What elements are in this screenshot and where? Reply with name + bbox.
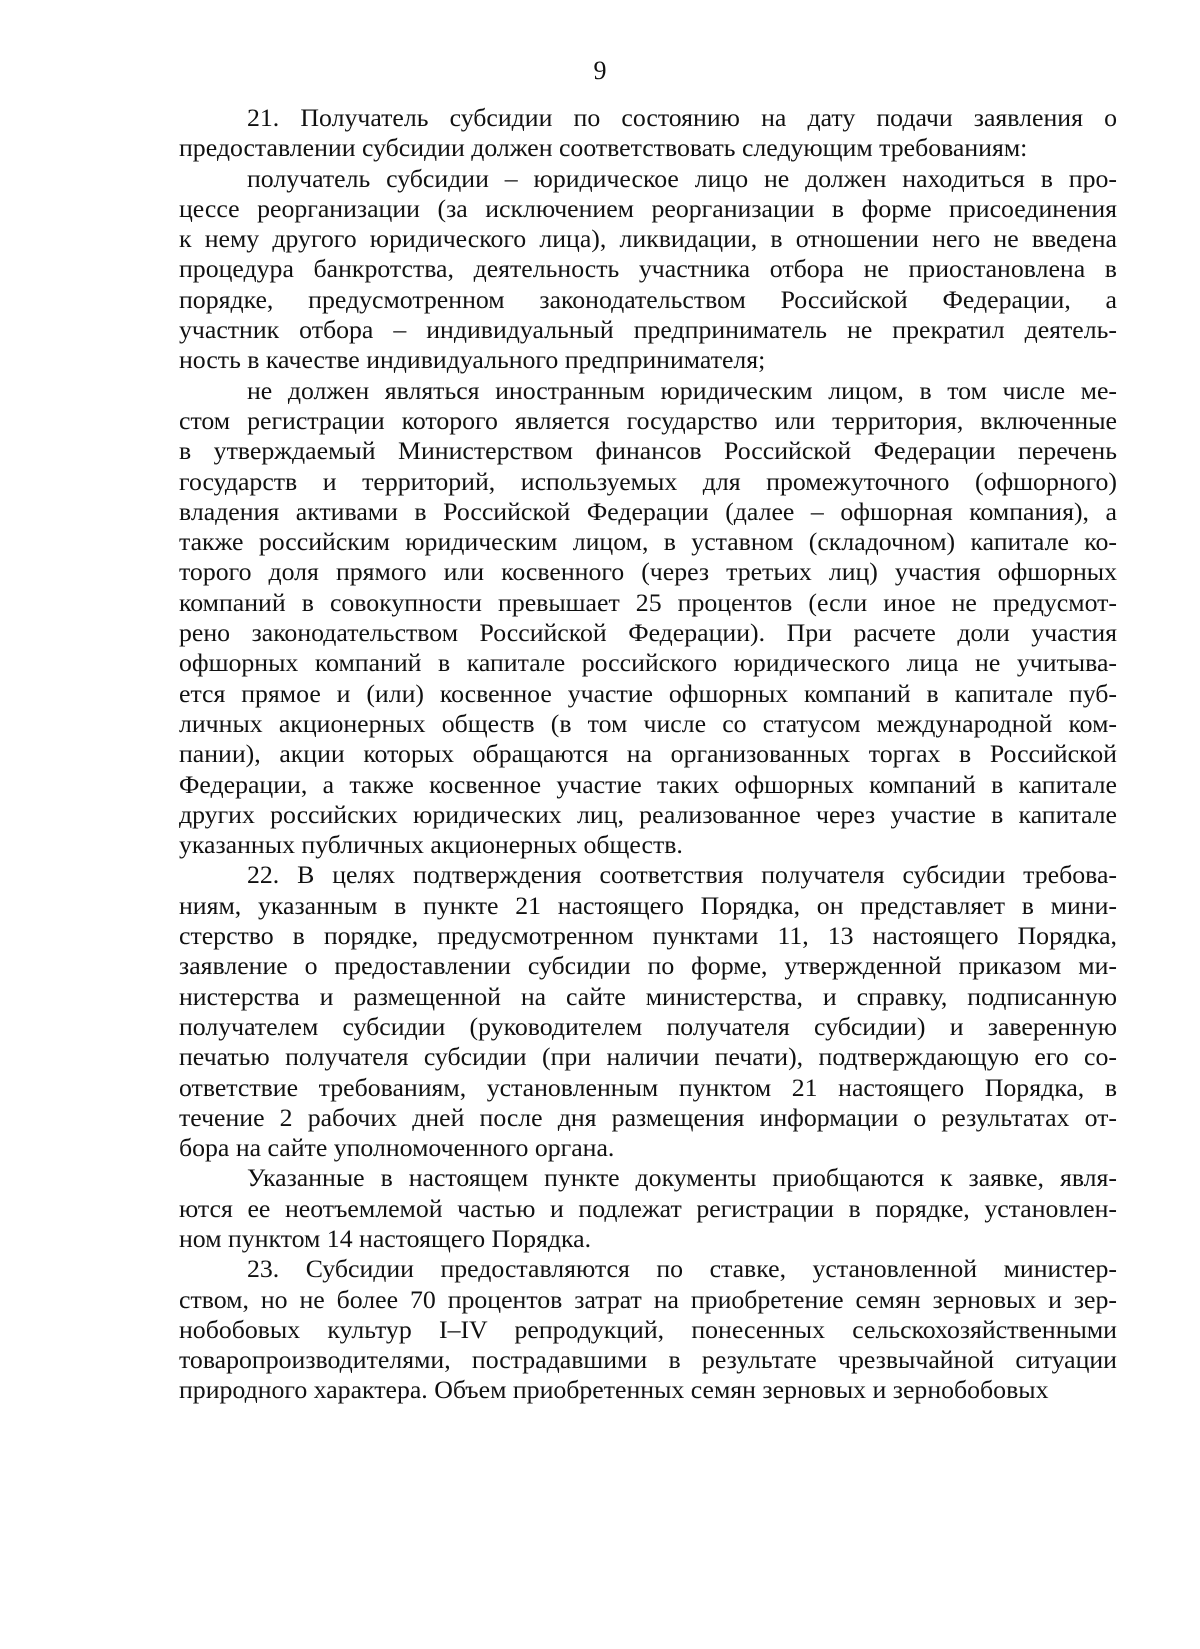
text-line: цессе реорганизации (за исключением реорганизации в форме присоединения: [179, 193, 1117, 223]
text-line: рено законодательством Российской Федерации). При расчете доли участия: [179, 618, 1117, 648]
text-line: получателем субсидии (руководителем получателя субсидии) и заверенную: [179, 1011, 1117, 1041]
text-line: указанных публичных акционерных обществ.: [179, 830, 683, 860]
text-line: торого доля прямого или косвенного (через третьих лиц) участия офшорных: [179, 557, 1117, 587]
page-number: 9: [593, 56, 607, 85]
text-line: ется прямое и (или) косвенное участие офшорных компаний в капитале пуб-: [179, 678, 1117, 708]
text-line: течение 2 рабочих дней после дня размещения информации о результатах от-: [179, 1102, 1117, 1132]
text-line: ством, но не более 70 процентов затрат на приобретение семян зерновых и зер-: [179, 1284, 1117, 1314]
paragraph-p22b: [179, 1163, 1117, 1254]
paragraph-p21: [179, 103, 1117, 164]
text-line: 22. В целях подтверждения соответствия получателя субсидии требова-: [247, 860, 1117, 890]
text-line: пании), акции которых обращаются на организованных торгах в Российской: [179, 739, 1117, 769]
text-line: государств и территорий, используемых для промежуточного (офшорного): [179, 466, 1117, 496]
text-line: товаропроизводителями, пострадавшими в результате чрезвычайной ситуации: [179, 1345, 1117, 1375]
text-line: предоставлении субсидии должен соответствовать следующим требованиям:: [179, 133, 1028, 163]
text-line: заявление о предоставлении субсидии по форме, утвержденной приказом ми-: [179, 951, 1117, 981]
text-line: участник отбора – индивидуальный предприниматель не прекратил деятель-: [179, 315, 1117, 345]
text-line: компаний в совокупности превышает 25 процентов (если иное не предусмот-: [179, 587, 1117, 617]
text-line: нобобовых культур I–IV репродукций, понесенных сельскохозяйственными: [179, 1314, 1117, 1344]
text-line: 21. Получатель субсидии по состоянию на дату подачи заявления о: [247, 103, 1117, 132]
document-body: [179, 103, 1117, 1406]
text-line: получатель субсидии – юридическое лицо не должен находиться в про-: [247, 163, 1117, 193]
text-line: природного характера. Объем приобретенных семян зерновых и зернобобовых: [179, 1375, 1049, 1405]
text-line: 23. Субсидии предоставляются по ставке, установленной министер-: [247, 1254, 1117, 1284]
text-line: ответствие требованиям, установленным пунктом 21 настоящего Порядка, в: [179, 1072, 1117, 1102]
text-line: ном пунктом 14 настоящего Порядка.: [179, 1223, 592, 1253]
text-line: в утверждаемый Министерством финансов Российской Федерации перечень: [179, 436, 1117, 466]
paragraph-p22: [179, 860, 1117, 1163]
text-line: офшорных компаний в капитале российского юридического лица не учитыва-: [179, 648, 1117, 678]
paragraphs: [179, 103, 1117, 1406]
paragraph-p21b: [179, 376, 1117, 861]
text-line: печатью получателя субсидии (при наличии печати), подтверждающую его со-: [179, 1042, 1117, 1072]
text-line: к нему другого юридического лица), ликвидации, в отношении него не введена: [179, 224, 1117, 254]
text-line: также российским юридическим лицом, в уставном (складочном) капитале ко-: [179, 527, 1117, 557]
text-line: ность в качестве индивидуального предпринимателя;: [179, 345, 766, 375]
text-line: ниям, указанным в пункте 21 настоящего Порядка, он представляет в мини-: [179, 890, 1117, 920]
text-line: процедура банкротства, деятельность участника отбора не приостановлена в: [179, 254, 1117, 284]
text-line: порядке, предусмотренном законодательством Российской Федерации, а: [179, 284, 1117, 314]
text-line: Указанные в настоящем пункте документы приобщаются к заявке, явля-: [247, 1163, 1117, 1193]
text-line: стом регистрации которого является государство или территория, включенные: [179, 405, 1117, 435]
text-line: ются ее неотъемлемой частью и подлежат регистрации в порядке, установлен-: [179, 1193, 1117, 1223]
text-line: нистерства и размещенной на сайте министерства, и справку, подписанную: [179, 981, 1117, 1011]
paragraph-p23: [179, 1254, 1117, 1405]
text-line: стерство в порядке, предусмотренном пунктами 11, 13 настоящего Порядка,: [179, 921, 1117, 951]
text-line: не должен являться иностранным юридическим лицом, в том числе ме-: [247, 375, 1117, 405]
text-line: других российских юридических лиц, реализованное через участие в капитале: [179, 799, 1117, 829]
text-line: Федерации, а также косвенное участие таких офшорных компаний в капитале: [179, 769, 1117, 799]
text-line: бора на сайте уполномоченного органа.: [179, 1133, 615, 1163]
paragraph-p21a: [179, 164, 1117, 376]
text-line: владения активами в Российской Федерации (далее – офшорная компания), а: [179, 496, 1117, 526]
text-line: личных акционерных обществ (в том числе со статусом международной ком-: [179, 708, 1117, 738]
